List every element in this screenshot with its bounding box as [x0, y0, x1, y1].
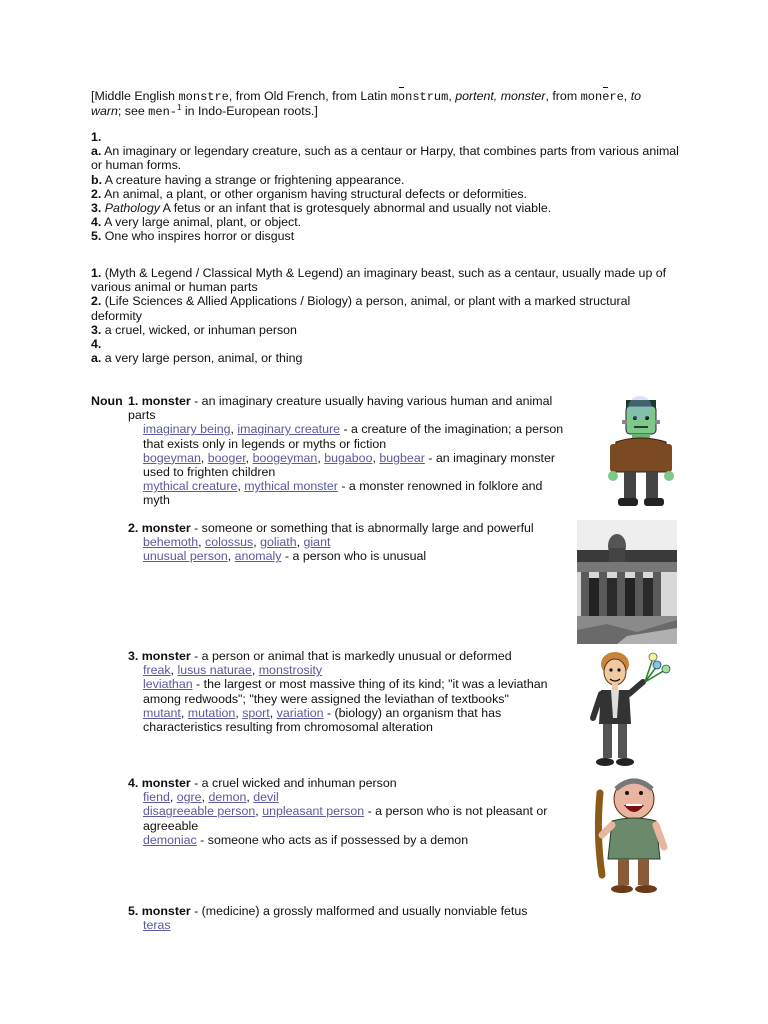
- ogre-with-club-illustration: [586, 775, 680, 899]
- synonym-link[interactable]: demoniac: [143, 832, 197, 847]
- etymology-text: , from Old French, from Latin: [228, 89, 391, 103]
- headword: monster: [141, 394, 191, 408]
- separator: ,: [317, 450, 325, 465]
- synonym-link[interactable]: bogeyman: [143, 450, 201, 465]
- etymology-word: monere: [580, 90, 624, 104]
- synonym-link[interactable]: imaginary creature: [237, 422, 340, 437]
- separator: ,: [198, 535, 206, 550]
- sense-definition: - (medicine) a grossly malformed and usually nonviable fetus: [190, 904, 528, 918]
- synonym-link[interactable]: variation: [276, 705, 324, 720]
- synonym-group: [128, 451, 568, 479]
- sense-text: An imaginary or legendary creature, such as a centaur or Harpy, that combines parts from various animal or human forms.: [91, 144, 679, 173]
- wordnet-sense-1: [128, 394, 568, 508]
- ahd-sense-1b: [91, 173, 681, 187]
- synonym-link[interactable]: boogeyman: [252, 450, 318, 465]
- synonym-link[interactable]: leviathan: [143, 677, 193, 692]
- lanky-man-with-flowers-illustration: [583, 648, 679, 772]
- separator: ,: [253, 535, 261, 550]
- synonym-link[interactable]: mythical creature: [143, 479, 238, 494]
- sense-number: 3.: [91, 201, 102, 216]
- wordnet-sense-2: [128, 521, 568, 564]
- separator: ,: [372, 450, 380, 465]
- sense-number: 4.: [128, 776, 142, 790]
- sense-text: A very large animal, plant, or object.: [101, 215, 302, 230]
- sense-heading: [128, 776, 568, 790]
- synonym-link[interactable]: lusus naturae: [177, 663, 252, 678]
- synonym-link[interactable]: fiend: [143, 790, 170, 805]
- synonym-group: [128, 422, 568, 450]
- sense-text: a very large person, animal, or thing: [101, 351, 303, 366]
- separator: ,: [200, 450, 208, 465]
- synonym-group: [128, 706, 568, 734]
- sense-number: 2.: [128, 521, 142, 535]
- ahd-sense-4: [91, 215, 681, 229]
- separator: ,: [255, 804, 263, 819]
- wordnet-sense-4: [128, 776, 568, 847]
- separator: ,: [237, 479, 245, 494]
- separator: ,: [230, 422, 238, 437]
- separator: ,: [296, 535, 304, 550]
- etymology: [91, 89, 681, 119]
- separator: ,: [201, 790, 209, 805]
- ahd-definitions: [91, 130, 681, 244]
- synonym-link[interactable]: teras: [143, 918, 171, 933]
- separator: ,: [227, 549, 235, 564]
- collins-sense-1: [91, 266, 681, 294]
- collins-sense-3: [91, 323, 681, 337]
- sense-heading: [128, 521, 568, 535]
- synonym-link[interactable]: ogre: [176, 790, 202, 805]
- headword: monster: [141, 521, 191, 535]
- synonym-link[interactable]: bugaboo: [324, 450, 373, 465]
- headword: monster: [141, 776, 191, 790]
- synonym-link[interactable]: giant: [303, 535, 331, 550]
- etymology-text: in Indo-European roots.]: [181, 104, 318, 119]
- synonym-link[interactable]: goliath: [260, 535, 297, 550]
- separator: ,: [269, 705, 277, 720]
- sense-text: One who inspires horror or disgust: [101, 229, 295, 244]
- synonym-link[interactable]: colossus: [205, 535, 254, 550]
- ahd-sense-1a: [91, 144, 681, 172]
- sense-letter: a.: [91, 144, 102, 159]
- sense-number: 4.: [91, 337, 102, 352]
- sense-number: 1.: [91, 266, 102, 280]
- sense-number: 5.: [91, 229, 102, 244]
- synonym-link[interactable]: monstrosity: [258, 663, 323, 678]
- sense-text: A fetus or an infant that is grotesquely abnormal and usually not viable.: [159, 201, 552, 216]
- etymology-text: ,: [448, 89, 456, 103]
- etymology-gloss: warn: [91, 104, 118, 119]
- synonym-link[interactable]: mythical monster: [244, 479, 338, 494]
- etymology-word: men-: [148, 105, 177, 120]
- etymology-word: monstrum: [390, 90, 449, 104]
- synonym-link[interactable]: demon: [208, 790, 247, 805]
- headword: monster: [141, 904, 191, 918]
- sense-text: (Myth & Legend / Classical Myth & Legend) an imaginary beast, such as a centaur, usually made up of various animal or human parts: [91, 266, 667, 295]
- synonym-group: [128, 663, 568, 677]
- synonym-group: [128, 790, 568, 804]
- sense-number: 2.: [91, 294, 102, 309]
- sense-text: A creature having a strange or frightening appearance.: [102, 172, 405, 187]
- synonym-link[interactable]: sport: [242, 705, 270, 720]
- collins-sense-4a: [91, 351, 681, 365]
- collins-sense-2: [91, 294, 681, 322]
- synonym-link[interactable]: unusual person: [143, 549, 228, 564]
- sense-text: (Life Sciences & Allied Applications / Biology) a person, animal, or plant with a marked structural deformity: [91, 294, 631, 323]
- synonym-link[interactable]: booger: [207, 450, 246, 465]
- synonym-link[interactable]: unpleasant person: [262, 804, 365, 819]
- wordnet-sense-3: [128, 649, 568, 734]
- sense-text: An animal, a plant, or other organism having structural defects or deformities.: [101, 186, 527, 201]
- synonym-link[interactable]: freak: [143, 663, 171, 678]
- separator: ,: [251, 663, 259, 678]
- ahd-sense-5: [91, 229, 681, 243]
- etymology-gloss: portent, monster: [455, 89, 546, 103]
- synonym-group: [128, 535, 568, 549]
- frankenstein-monster-illustration: [604, 394, 678, 512]
- synonym-group: [128, 804, 568, 832]
- ahd-sense-2: [91, 187, 681, 201]
- etymology-word: monstre: [178, 90, 229, 104]
- sense-number: 4.: [91, 215, 102, 230]
- separator: ,: [246, 790, 254, 805]
- field-label: Pathology: [104, 201, 160, 216]
- separator: ,: [170, 663, 178, 678]
- collins-definitions: [91, 266, 681, 365]
- sense-number: 2.: [91, 186, 102, 201]
- separator: ,: [169, 790, 177, 805]
- synonym-group: [128, 833, 568, 847]
- synonym-gloss: - a creature of the imagination; a person that exists only in legends or myths or fiction: [143, 422, 564, 451]
- sense-letter: a.: [91, 351, 102, 366]
- sense-heading: [128, 394, 568, 422]
- etymology-text: ; see: [117, 104, 149, 119]
- separator: ,: [235, 705, 243, 720]
- synonym-link[interactable]: mutation: [187, 705, 236, 720]
- sense-text: a cruel, wicked, or inhuman person: [101, 322, 297, 337]
- sense-number: 1.: [91, 130, 102, 144]
- synonym-link[interactable]: mutant: [143, 705, 181, 720]
- synonym-gloss: - the largest or most massive thing of its kind; "it was a leviathan among redwoods"; "they were assigned the leviathan of textbooks": [143, 677, 548, 706]
- etymology-text: [Middle English: [91, 89, 179, 103]
- sense-definition: - a person or animal that is markedly unusual or deformed: [190, 649, 512, 663]
- synonym-link[interactable]: disagreeable person: [143, 804, 256, 819]
- etymology-text: , from: [545, 89, 581, 103]
- sense-number: 5.: [128, 904, 142, 918]
- sense-number: 3.: [128, 649, 142, 663]
- ahd-sense-3: [91, 201, 681, 215]
- synonym-gloss: - a person who is not pleasant or agreeable: [143, 804, 548, 833]
- sense-number: 1.: [128, 394, 142, 408]
- sense-heading: [128, 904, 568, 918]
- synonym-link[interactable]: bugbear: [379, 450, 425, 465]
- wordnet-sense-5: [128, 904, 568, 932]
- temple-ruins-photo: [577, 520, 677, 644]
- synonym-gloss: - someone who acts as if possessed by a demon: [196, 832, 469, 847]
- synonym-link[interactable]: anomaly: [234, 549, 282, 564]
- synonym-group: [128, 677, 568, 705]
- sense-definition: - a cruel wicked and inhuman person: [190, 776, 397, 790]
- synonym-group: [128, 549, 568, 563]
- synonym-gloss: - a monster renowned in folklore and myth: [143, 479, 543, 508]
- synonym-group: [128, 479, 568, 507]
- synonym-link[interactable]: devil: [253, 790, 279, 805]
- pos-label: Noun: [91, 394, 123, 408]
- etymology-text: ,: [623, 89, 631, 103]
- synonym-gloss: - an imaginary monster used to frighten children: [143, 450, 555, 480]
- etymology-gloss: to: [630, 89, 642, 103]
- synonym-link[interactable]: imaginary being: [143, 422, 231, 437]
- sense-definition: - an imaginary creature usually having various human and animal parts: [128, 394, 553, 423]
- synonym-link[interactable]: behemoth: [143, 535, 199, 550]
- synonym-gloss: - a person who is unusual: [281, 549, 427, 564]
- sense-number: 3.: [91, 322, 102, 337]
- sense-heading: [128, 649, 568, 663]
- sense-definition: - someone or something that is abnormally large and powerful: [190, 521, 534, 535]
- separator: ,: [180, 705, 188, 720]
- synonym-group: [128, 918, 568, 932]
- superscript: 1: [176, 103, 182, 113]
- separator: ,: [245, 450, 253, 465]
- headword: monster: [141, 649, 191, 663]
- sense-letter: b.: [91, 172, 103, 187]
- synonym-gloss: - (biology) an organism that has characteristics resulting from chromosomal alteration: [143, 705, 502, 735]
